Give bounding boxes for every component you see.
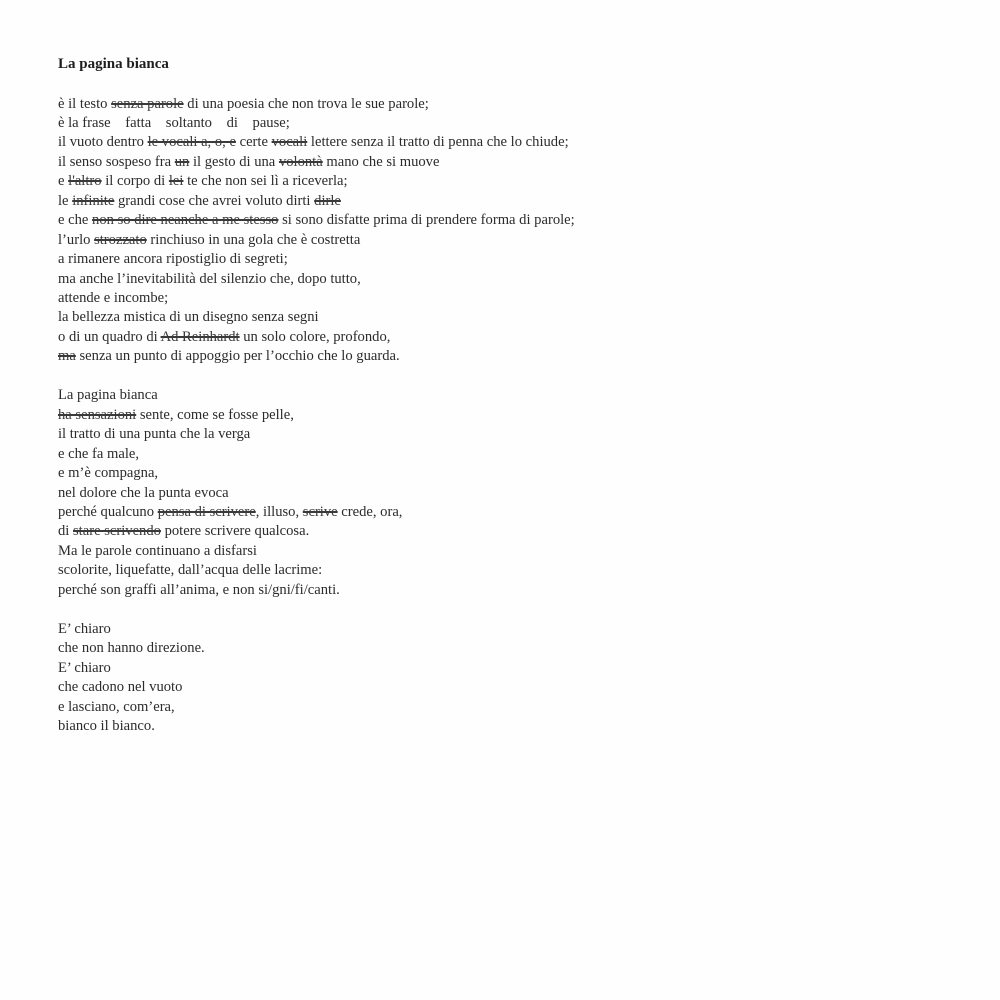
struck-text: stare scrivendo bbox=[73, 523, 161, 540]
line-text: perché son graffi all’anima, e non si/gni/fi/canti. bbox=[58, 581, 340, 598]
line-text: è il testo bbox=[58, 95, 112, 112]
line-text: bianco il bianco. bbox=[58, 717, 155, 734]
poem-line bbox=[58, 308, 958, 327]
poem-line bbox=[58, 425, 958, 444]
poem-line bbox=[58, 211, 958, 230]
line-text: e m’è compagna, bbox=[58, 465, 159, 482]
line-text: e che fa male, bbox=[58, 445, 140, 462]
line-text: il vuoto dentro bbox=[58, 134, 148, 151]
poem-line bbox=[58, 659, 958, 678]
line-text: il gesto di una bbox=[189, 153, 279, 170]
poem-line bbox=[58, 581, 958, 600]
line-text: lettere senza il tratto di penna che lo chiude; bbox=[307, 134, 569, 151]
line-text: è la frase fatta soltanto di pause; bbox=[58, 114, 290, 131]
poem-line bbox=[58, 114, 958, 133]
poem-line bbox=[58, 328, 958, 347]
struck-text: non so dire neanche a me stesso bbox=[92, 212, 279, 229]
line-text: che cadono nel vuoto bbox=[58, 679, 183, 696]
struck-text: l'altro bbox=[68, 173, 102, 190]
line-text: potere scrivere qualcosa. bbox=[160, 523, 310, 540]
poem-line bbox=[58, 153, 958, 172]
line-text: si sono disfatte prima di prendere forma di parole; bbox=[278, 212, 575, 229]
poem-line bbox=[58, 464, 958, 483]
line-text: grandi cose che avrei voluto dirti bbox=[114, 192, 315, 209]
line-text: rinchiuso in una gola che è costretta bbox=[146, 231, 361, 248]
poem-line bbox=[58, 522, 958, 541]
line-text: a rimanere ancora ripostiglio di segreti; bbox=[58, 251, 288, 268]
line-text: un solo colore, profondo, bbox=[239, 328, 391, 345]
poem-title: La pagina bianca bbox=[58, 56, 169, 72]
line-text: il corpo di bbox=[101, 173, 169, 190]
poem-line bbox=[58, 484, 958, 503]
struck-text: lei bbox=[168, 173, 184, 190]
struck-text: vocali bbox=[271, 134, 308, 151]
line-text: ma anche l’inevitabilità del silenzio che, dopo tutto, bbox=[58, 270, 361, 287]
line-text: e bbox=[58, 173, 69, 190]
line-text: la bellezza mistica di un disegno senza segni bbox=[58, 309, 319, 326]
struck-text: scrive bbox=[302, 504, 338, 520]
poem-line bbox=[58, 192, 958, 211]
line-text: te che non sei lì a riceverla; bbox=[183, 173, 348, 190]
poem-line bbox=[58, 347, 958, 366]
struck-text: le vocali a, o, e bbox=[147, 134, 236, 151]
line-text: nel dolore che la punta evoca bbox=[58, 484, 229, 501]
line-text: e lasciano, com’era, bbox=[58, 698, 175, 715]
struck-text: pensa di scrivere bbox=[157, 504, 256, 520]
poem-line bbox=[58, 133, 958, 152]
poem-line bbox=[58, 406, 958, 425]
line-text: perché qualcuno bbox=[58, 504, 158, 520]
struck-text: ha sensazioni bbox=[58, 406, 137, 423]
line-text: che non hanno direzione. bbox=[58, 640, 205, 657]
struck-text: dirle bbox=[314, 192, 341, 209]
line-text: E’ chiaro bbox=[58, 620, 111, 637]
poem-line bbox=[58, 698, 958, 717]
line-text: di una poesia che non trova le sue parole; bbox=[183, 95, 429, 112]
line-text: di bbox=[58, 523, 73, 540]
line-text: E’ chiaro bbox=[58, 659, 111, 676]
poem-line bbox=[58, 542, 958, 561]
poem-line bbox=[58, 95, 958, 114]
line-text: , illuso, bbox=[255, 504, 303, 520]
poem-line bbox=[58, 503, 958, 522]
struck-text: Ad Reinhardt bbox=[160, 328, 240, 345]
stanza bbox=[58, 620, 958, 737]
poem-line bbox=[58, 717, 958, 736]
poem-line bbox=[58, 289, 958, 308]
struck-text: senza parole bbox=[111, 95, 184, 112]
poem-line bbox=[58, 678, 958, 697]
poem bbox=[58, 55, 958, 756]
line-text: La pagina bianca bbox=[58, 387, 158, 404]
poem-line bbox=[58, 620, 958, 639]
line-text: attende e incombe; bbox=[58, 290, 169, 307]
poem-line bbox=[58, 639, 958, 658]
poem-line bbox=[58, 172, 958, 191]
poem-line bbox=[58, 561, 958, 580]
poem-line bbox=[58, 250, 958, 269]
struck-text: infinite bbox=[72, 192, 115, 209]
poem-line bbox=[58, 445, 958, 464]
stanza bbox=[58, 386, 958, 600]
line-text: e che bbox=[58, 212, 93, 229]
line-text: o di un quadro di bbox=[58, 328, 161, 345]
poem-line bbox=[58, 386, 958, 405]
struck-text: ma bbox=[58, 348, 76, 365]
poem-line bbox=[58, 231, 958, 250]
line-text: senza un punto di appoggio per l’occhio che lo guarda. bbox=[75, 348, 400, 365]
struck-text: volontà bbox=[278, 153, 323, 170]
poem-line bbox=[58, 270, 958, 289]
line-text: le bbox=[58, 192, 73, 209]
line-text: il senso sospeso fra bbox=[58, 153, 175, 170]
line-text: crede, ora, bbox=[337, 504, 403, 520]
poem-body bbox=[58, 95, 958, 737]
line-text: mano che si muove bbox=[322, 153, 440, 170]
struck-text: strozzato bbox=[94, 231, 147, 248]
line-text: l’urlo bbox=[58, 231, 95, 248]
line-text: il tratto di una punta che la verga bbox=[58, 426, 251, 443]
line-text: scolorite, liquefatte, dall’acqua delle lacrime: bbox=[58, 562, 323, 579]
line-text: Ma le parole continuano a disfarsi bbox=[58, 542, 257, 559]
line-text: sente, come se fosse pelle, bbox=[136, 406, 294, 423]
stanza bbox=[58, 95, 958, 367]
struck-text: un bbox=[174, 153, 190, 170]
line-text: certe bbox=[235, 134, 272, 151]
